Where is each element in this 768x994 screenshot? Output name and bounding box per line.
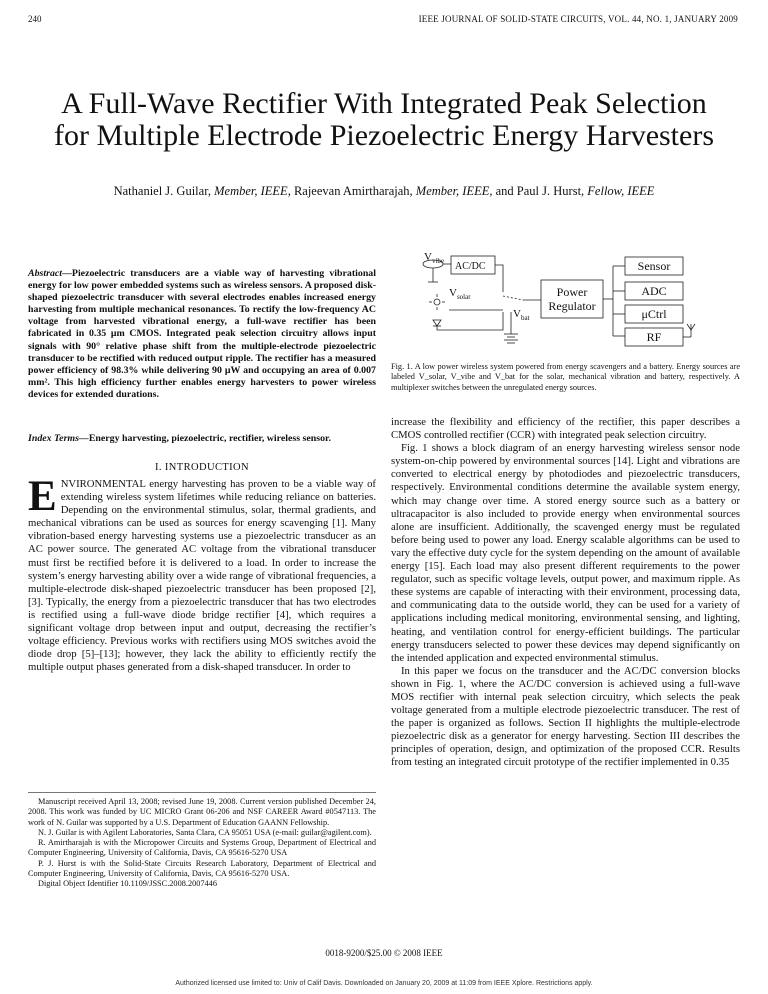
footnote-item: P. J. Hurst is with the Solid-State Circuits Research Laboratory, Department of Electrical and Computer Engineering, University of California, Davis, CA 95616-5270 USA. (28, 858, 376, 879)
abstract-text: Piezoelectric transducers are a viable way of harvesting vibrational energy for low power embedded systems such as wireless sensors. A proposed disk-shaped piezoelectric transducer with several electrodes enables increased energy harvesting from multiple mechanical resonances. To rectify the low-frequency AC voltage from harvested vibrational energy, a full-wave rectifier has been fabricated in 0.35 μm CMOS. Integrated peak selection circuitry allows input signals with 90° relative phase shift from the multiple-electrode piezoelectric transducer to be rectified with reduced output ripple. The rectifier has a measured power efficiency of 98.3% while delivering 90 μW and occupying an area of 0.007 mm². This high efficiency further enables energy harvesters to power wireless devices for extended durations. (28, 268, 376, 400)
author-role: Fellow, IEEE (587, 184, 655, 198)
footnote (28, 792, 376, 890)
regulator-label: Regulator (548, 299, 596, 313)
introduction-text (28, 473, 376, 674)
copyright-line: 0018-9200/$25.00 © 2008 IEEE (325, 948, 443, 958)
drop-cap: E (28, 473, 57, 520)
body-paragraph: increase the flexibility and efficiency of the rectifier, this paper describes a CMOS controlled rectifier (CCR) with integrated peak selection circuitry. (391, 416, 740, 442)
footnote-item: R. Amirtharajah is with the Micropower Circuits and Systems Group, Department of Electrical and Computer Engineering, University of California, Davis, CA 95616-5270 USA (28, 838, 376, 858)
author-name: and Paul J. Hurst, (495, 184, 585, 198)
acdc-label: AC/DC (455, 261, 486, 272)
sensor-label: Sensor (637, 259, 671, 273)
paper-title: A Full-Wave Rectifier With Integrated Peak Selection for Multiple Electrode Piezoelectric Energy Harvesters (53, 87, 714, 152)
authorized-use-notice: Authorized licensed use limited to: Univ of Calif Davis. Downloaded on January 20, 2009 at 11:09 from IEEE Xplore. Restrictions apply. (175, 980, 593, 987)
index-terms-text: Energy harvesting, piezoelectric, rectifier, wireless sensor. (88, 433, 331, 444)
photodiode-icon (433, 320, 441, 326)
footnote-item: Digital Object Identifier 10.1109/JSSC.2008.2007446 (38, 879, 217, 889)
abstract (28, 268, 376, 401)
figure-1-diagram (391, 252, 740, 350)
body-paragraph: In this paper we focus on the transducer and the AC/DC conversion blocks shown in Fig. 1, where the AC/DC conversion is achieved using a full-wave MOS rectifier with internal peak selection circuitry, which selects the peak voltage generated from a multiple electrode piezoelectric transducer. The rest of the paper is organized as follows. Section II highlights the multiple-electrode piezoelectric disk as a generator for energy harvesting. Section III describes the principles of operation, design, and optimization of the proposed CCR. Results from testing an integrated circuit prototype of the rectifier implemented in 0.35 (391, 664, 740, 769)
adc-label: ADC (641, 284, 667, 298)
svg-text:Vsolar: $V_{solar}$ (449, 287, 471, 301)
rf-label: RF (646, 330, 662, 344)
index-terms (28, 433, 376, 445)
page-number: 240 (28, 14, 42, 24)
uctrl-label: μCtrl (641, 307, 667, 321)
footnote-item: N. J. Guilar is with Agilent Laboratories, Santa Clara, CA 95051 USA (e-mail: guilar@agilent.com). (38, 827, 372, 837)
right-column-text (391, 416, 740, 770)
mux-switch (503, 296, 523, 300)
sun-icon (434, 299, 440, 305)
power-label: Power (556, 285, 588, 299)
svg-text:Vbat: $V_{bat}$ (513, 308, 530, 322)
author-name: Rajeevan Amirtharajah, (293, 184, 413, 198)
intro-paragraph: energy harvesting has proven to be a viable way of extending wireless system lifetimes while reducing reliance on batteries. Depending on the environmental stimulus, solar, thermal gradients, and mechanical vibrations can be used as sources for energy scavenging [1]. Many vibration-based energy harvesting systems use a piezoelectric transducer as an AC power source. The generated AC voltage from the vibrational transducer must first be rectified before it is delivered to a load. In order to increase the system’s energy harvesting ability over a wide range of vibrational frequencies, a multiple-electrode disk-shaped piezoelectric transducer has been proposed [2], [3]. Typically, the energy from a piezoelectric transducer that has two electrodes is rectified using a full-wave diode bridge rectifier [4], which requires a significant voltage drop between input and output, decreasing the rectifier’s voltage efficiency. Previous works with rectifiers using MOS switches avoid the diode drop [5]–[13]; however, they lack the ability to efficiently rectify the multiple output phases generated from a disk-shaped transducer. In order to (28, 478, 376, 674)
abstract-lead: Abstract— (28, 268, 72, 279)
index-terms-lead: Index Terms— (28, 433, 89, 444)
author-line (20, 184, 748, 199)
section-heading: I. INTRODUCTION (154, 462, 250, 473)
author-role: Member, IEEE, (415, 184, 493, 198)
figure-caption: Fig. 1. A low power wireless system powered from energy scavengers and a battery. Energy sources are labeled V_solar, V_vibe and V_bat for the solar, mechanical vibration and battery, respectively. A multiplexer switches between the unregulated energy sources. (391, 362, 740, 392)
author-name: Nathaniel J. Guilar, (113, 184, 211, 198)
journal-header: IEEE JOURNAL OF SOLID-STATE CIRCUITS, VOL. 44, NO. 1, JANUARY 2009 (418, 14, 738, 24)
author-role: Member, IEEE, (214, 184, 291, 198)
body-paragraph: Fig. 1 shows a block diagram of an energy harvesting wireless sensor node system-on-chip powered by environmental sources [14]. Light and vibrations are converted to electrical energy by photodiodes and piezoelectric transducers, respectively. Environmental conditions determine the available system energy, which may change over time. A stored energy source such as a battery or ultracapacitor is also included to provide energy when environmental sources alone are insufficient. Additionally, the scavenged energy must be regulated before being used to power any load. Energy scalable algorithms can be used to vary the effective duty cycle for the system depending on the amount of available energy [15]. Each load may also present different requirements to the power regulator, such as specific voltage levels, output power, and maximum ripple. As these systems are capable of interacting with their environment, processing data, and communicating data to the outside world, they can be used for a variety of applications including medical monitoring, environmental sensing, and lighting, heating, and ventilation control for energy-efficient buildings. The particular energy transducers selected to power these devices may depend significantly on the intended application and expected environmental stimulus. (391, 442, 740, 664)
footnote-item: Manuscript received April 13, 2008; revised June 19, 2008. Current version published December 24, 2008. This work was funded by UC MICRO Grant 06-206 and NSF CAREER Award #0547113. The work of N. Guilar was supported by a U.S. Department of Education GAANN Fellowship. (28, 797, 376, 827)
svg-text:Vvibe: $V_{vibe}$ (424, 252, 445, 265)
first-word: NVIRONMENTAL (60, 478, 146, 490)
